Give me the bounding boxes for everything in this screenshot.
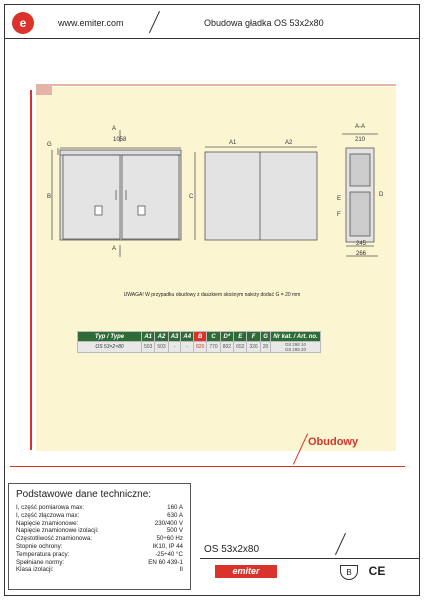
side-e-label: E	[337, 196, 342, 202]
spec-label: Spełniane normy:	[16, 558, 65, 566]
spec-label: Napięcie znamionowe:	[16, 519, 79, 527]
table-cell: G8 298 10 G8 298 20	[271, 342, 320, 353]
spec-row	[16, 566, 183, 574]
side-bottom2-label: 266	[356, 251, 367, 257]
front-view	[52, 130, 181, 257]
table-cell: 652	[234, 342, 247, 353]
spec-value: -25÷40 °C	[155, 550, 183, 558]
table-cell: -	[168, 342, 181, 353]
table-cell: 20	[260, 342, 271, 353]
table-header: Nr kat. / Art. no.	[271, 332, 320, 342]
spec-value: II	[179, 566, 183, 574]
table-header: C	[207, 332, 220, 342]
tech-specs-box	[8, 483, 191, 590]
table-header: G	[260, 332, 271, 342]
table-cell: 802	[220, 342, 233, 353]
spec-value: IK10, IP 44	[152, 542, 183, 550]
footer-rule	[200, 558, 420, 559]
table-cell: 326	[247, 342, 260, 353]
header-url[interactable]: www.emiter.com	[58, 18, 124, 28]
table-cell: 503	[142, 342, 155, 353]
table-cell: 770	[207, 342, 220, 353]
side-bottom1-label: 245	[356, 241, 367, 247]
spec-value: 630 A	[167, 511, 183, 519]
spec-row	[16, 512, 183, 520]
spec-row	[16, 559, 183, 567]
spec-value: EN 60 439-1	[148, 558, 183, 566]
table-header: A1	[142, 332, 155, 342]
table-cell: -	[181, 342, 194, 353]
ce-mark-icon: CE	[368, 564, 386, 578]
spec-value: 50÷60 Hz	[156, 535, 183, 543]
table-cell: OS 53×2×80	[78, 342, 142, 353]
spec-row	[16, 504, 183, 512]
table-header: Typ / Type	[78, 332, 142, 342]
spec-label: Klasa izolacji:	[16, 566, 54, 574]
middle-a2-label: A2	[285, 140, 293, 146]
side-section-label: A-A	[355, 124, 366, 130]
spec-value: 160 A	[167, 504, 183, 511]
spec-row	[16, 535, 183, 543]
table-cell: 820	[194, 342, 207, 353]
emiter-logo-icon: emiter	[215, 565, 277, 578]
tech-specs-title: Podstawowe dane techniczne:	[16, 489, 152, 500]
table-cell: 503	[155, 342, 168, 353]
spec-value: 500 V	[166, 527, 183, 535]
side-d-label: D	[379, 192, 384, 198]
spec-row	[16, 527, 183, 535]
table-header: A4	[181, 332, 194, 342]
spec-table	[77, 331, 321, 353]
table-header: B	[194, 332, 207, 342]
table-header: A3	[168, 332, 181, 342]
warning-note: UWAGA! W przypadku obudowy z daszkiem skośnym należy dodać G = 20 mm	[123, 292, 301, 298]
table-header: F	[247, 332, 260, 342]
spec-row	[16, 543, 183, 551]
middle-view	[195, 147, 317, 240]
front-g-label: G	[47, 142, 52, 148]
product-name: OS 53x2x80	[204, 544, 260, 555]
front-b-label: B	[47, 194, 52, 200]
middle-a1-label: A1	[229, 140, 237, 146]
table-header: A2	[155, 332, 168, 342]
table-header: E	[234, 332, 247, 342]
side-view	[342, 134, 378, 256]
category-rule	[10, 466, 405, 467]
b-mark-icon: B	[340, 565, 358, 580]
side-top-label: 210	[355, 137, 366, 143]
spec-value: 230/400 V	[154, 519, 183, 527]
front-section-bottom: A	[112, 246, 117, 252]
front-section-top: A	[112, 126, 117, 132]
spec-row	[16, 551, 183, 559]
spec-label: I, część pomiarowa max:	[16, 504, 85, 511]
table-row	[78, 342, 321, 353]
spec-label: Temperatura pracy:	[16, 550, 70, 558]
spec-row	[16, 520, 183, 528]
side-f-label: F	[337, 212, 341, 218]
middle-c-label: C	[189, 194, 194, 200]
doc-title: Obudowa gładka OS 53x2x80	[204, 18, 324, 28]
spec-label: Częstotliwość znamionowa:	[16, 535, 92, 543]
spec-label: Napięcie znamionowe izolacji:	[16, 527, 99, 535]
front-width-label: 1058	[113, 137, 127, 143]
category-label: Obudowy	[308, 436, 359, 448]
table-header-row	[78, 332, 321, 342]
spec-label: I, część złączowa max:	[16, 511, 80, 519]
spec-label: Stopnie ochrony:	[16, 542, 63, 550]
table-header: D*	[220, 332, 233, 342]
emiter-logo-icon: e	[12, 12, 34, 34]
